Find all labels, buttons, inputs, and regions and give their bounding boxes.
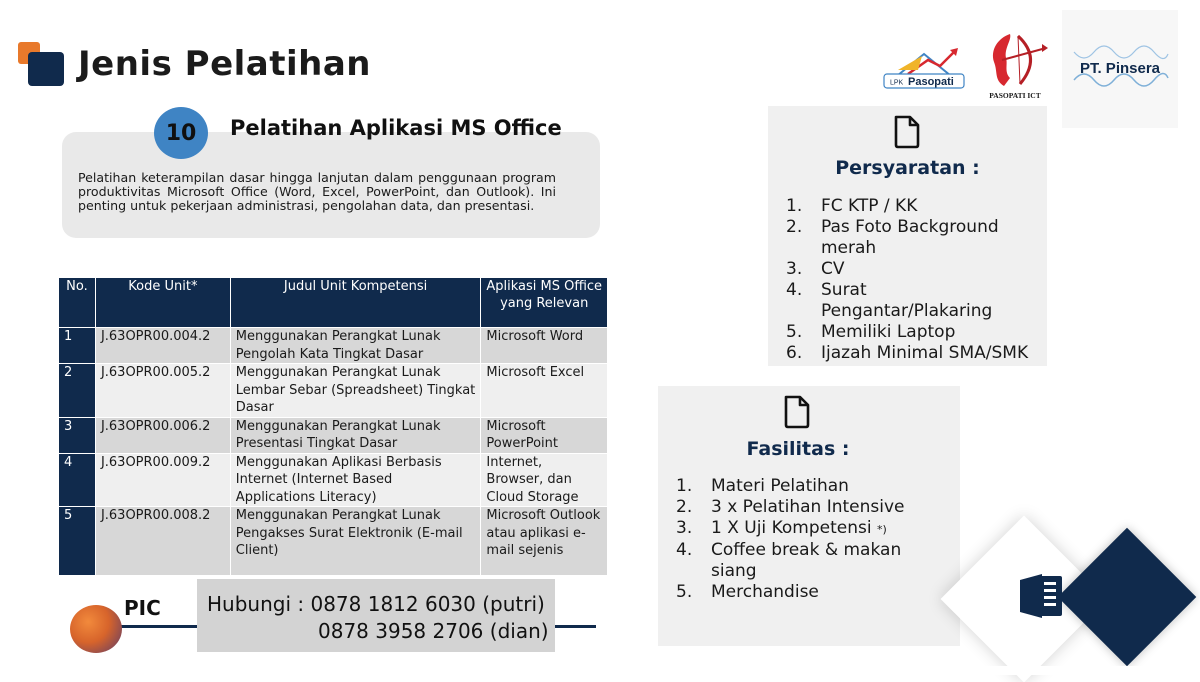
cell-aplikasi: Microsoft PowerPoint [481, 417, 608, 453]
list-item-text: Coffee break & makan siang [711, 540, 902, 581]
pasopati-ict-logo [980, 28, 1050, 102]
list-item-text: Surat Pengantar/Plakaring [821, 280, 993, 321]
cell-kode: J.63OPR00.004.2 [95, 328, 230, 364]
cell-judul: Menggunakan Perangkat Lunak Pengakses Surat Elektronik (E-mail Client) [230, 507, 481, 576]
list-item-text: FC KTP / KK [821, 196, 918, 216]
persyaratan-list [786, 196, 1042, 364]
table-row [59, 364, 608, 418]
course-description: Pelatihan keterampilan dasar hingga lanjutan dalam penggunaan program produktivitas Microsoft Office (Word, Excel, PowerPoint, dan Outlook). Ini penting untuk pekerjaan administrasi, pengolahan data, dan presentasi. [78, 170, 556, 213]
list-item-number: 6. [786, 343, 803, 363]
cell-aplikasi: Microsoft Excel [481, 364, 608, 418]
cell-no: 5 [59, 507, 96, 576]
lpk-name-text: Pasopati [908, 76, 954, 88]
slide-bottom-edge [0, 666, 1200, 675]
list-item-number: 1. [676, 476, 693, 496]
lpk-pasopati-logo [878, 40, 970, 96]
list-item-number: 2. [786, 217, 803, 237]
cell-no: 4 [59, 453, 96, 507]
list-item [786, 322, 1042, 343]
list-item-number: 1. [786, 196, 803, 216]
cell-kode: J.63OPR00.006.2 [95, 417, 230, 453]
document-icon [782, 395, 812, 429]
cell-no: 1 [59, 328, 96, 364]
cell-no: 2 [59, 364, 96, 418]
cell-aplikasi: Microsoft Outlook atau aplikasi e-mail sejenis [481, 507, 608, 576]
list-item-text: CV [821, 259, 845, 279]
cell-aplikasi: Internet, Browser, dan Cloud Storage [481, 453, 608, 507]
list-item [786, 196, 1042, 217]
list-item-text: 3 x Pelatihan Intensive [711, 497, 905, 517]
footnote-marker: *) [876, 523, 887, 536]
list-item-number: 3. [676, 518, 693, 538]
cell-kode: J.63OPR00.009.2 [95, 453, 230, 507]
list-item [676, 518, 946, 540]
cell-kode: J.63OPR00.005.2 [95, 364, 230, 418]
document-icon [892, 115, 922, 149]
table-row [59, 417, 608, 453]
list-item-text: Pas Foto Background merah [821, 217, 999, 258]
pic-label: PIC [124, 596, 161, 620]
course-number-badge: 10 [154, 107, 208, 159]
column-header-aplikasi: Aplikasi MS Office yang Relevan [481, 278, 608, 328]
pinsera-logo-text: PT. Pinsera [1079, 60, 1161, 77]
cell-judul: Menggunakan Perangkat Lunak Pengolah Kata Tingkat Dasar [230, 328, 481, 364]
cell-kode: J.63OPR00.008.2 [95, 507, 230, 576]
table-row [59, 507, 608, 576]
list-item-text: Materi Pelatihan [711, 476, 849, 496]
list-item-text: Memiliki Laptop [821, 322, 956, 342]
column-header-judul: Judul Unit Kompetensi [230, 278, 481, 328]
list-item-text: Ijazah Minimal SMA/SMK [821, 343, 1029, 363]
pic-contact-line-2: 0878 3958 2706 (dian) [318, 619, 549, 643]
ms-office-icon [1016, 572, 1066, 620]
list-item [786, 343, 1042, 364]
ict-logo-text: PASOPATI ICT [989, 91, 1041, 100]
lpk-small-text: LPK [890, 79, 904, 87]
list-item-text: Merchandise [711, 582, 819, 602]
list-item [676, 540, 946, 582]
cell-judul: Menggunakan Perangkat Lunak Lembar Sebar (Spreadsheet) Tingkat Dasar [230, 364, 481, 418]
column-header-no: No. [59, 278, 96, 328]
list-item-number: 5. [676, 582, 693, 602]
cell-judul: Menggunakan Aplikasi Berbasis Internet (Internet Based Applications Literacy) [230, 453, 481, 507]
list-item [676, 476, 946, 497]
list-item-text: 1 X Uji Kompetensi [711, 518, 877, 538]
list-item [786, 259, 1042, 280]
list-item-number: 4. [786, 280, 803, 300]
list-item [676, 582, 946, 603]
list-item-number: 5. [786, 322, 803, 342]
pic-contact-line-1: Hubungi : 0878 1812 6030 (putri) [207, 592, 545, 616]
table-header-row [59, 278, 608, 328]
pt-pinsera-logo [1070, 40, 1170, 96]
decor-diamond-navy [1058, 528, 1197, 667]
list-item [786, 217, 1042, 259]
fasilitas-list [676, 476, 946, 603]
persyaratan-title: Persyaratan : [835, 157, 980, 179]
list-item-number: 3. [786, 259, 803, 279]
column-header-kode: Kode Unit* [95, 278, 230, 328]
list-item-number: 4. [676, 540, 693, 560]
table-row [59, 328, 608, 364]
header-accent-navy [28, 52, 64, 86]
list-item [786, 280, 1042, 322]
fasilitas-title: Fasilitas : [746, 438, 850, 460]
list-item-number: 2. [676, 497, 693, 517]
pic-orb-decoration [70, 605, 122, 653]
list-item [676, 497, 946, 518]
page-title: Jenis Pelatihan [78, 44, 371, 84]
cell-aplikasi: Microsoft Word [481, 328, 608, 364]
cell-no: 3 [59, 417, 96, 453]
course-title: Pelatihan Aplikasi MS Office [230, 116, 562, 140]
cell-judul: Menggunakan Perangkat Lunak Presentasi Tingkat Dasar [230, 417, 481, 453]
table-row [59, 453, 608, 507]
competency-table [58, 277, 608, 576]
